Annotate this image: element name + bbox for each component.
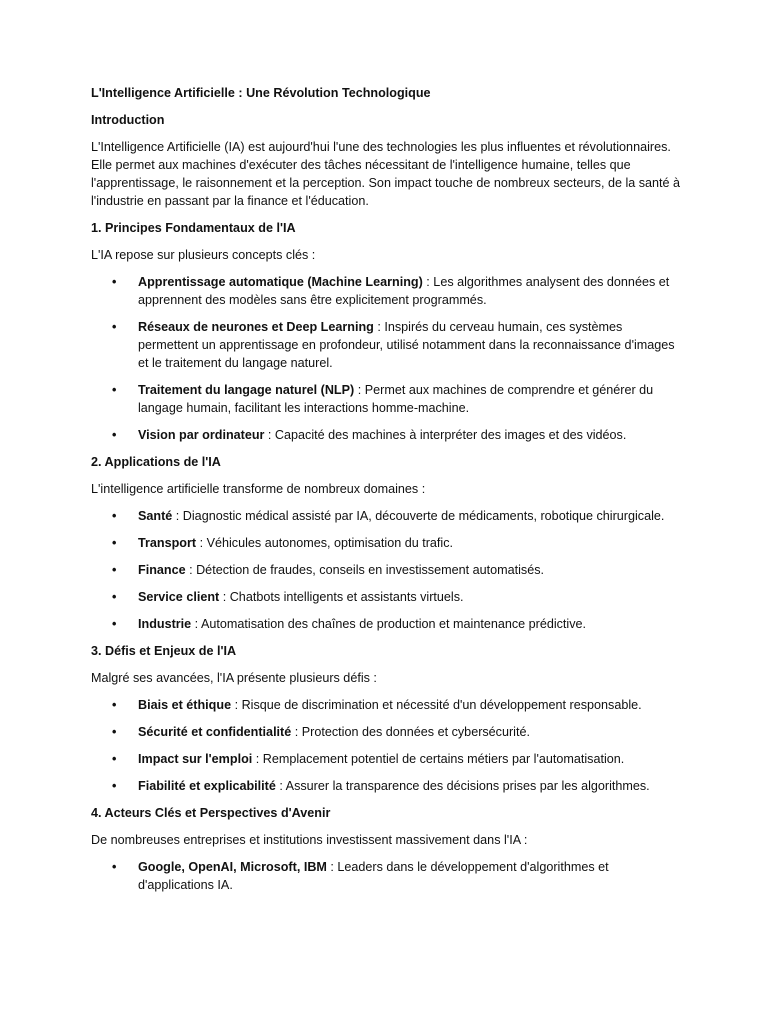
item-term: Transport [138,536,197,550]
bullet-list [91,696,681,795]
list-item [91,588,681,606]
item-description: : Risque de discrimination et nécessité d'un développement responsable. [231,698,642,712]
bullet-icon: • [112,590,117,604]
document-title: L'Intelligence Artificielle : Une Révolution Technologique [91,86,431,100]
item-description: : Automatisation des chaînes de production et maintenance prédictive. [191,617,587,631]
bullet-icon: • [112,698,117,712]
bullet-icon: • [112,509,117,523]
bullet-icon: • [112,536,117,550]
section-heading: 1. Principes Fondamentaux de l'IA [91,221,296,235]
item-term: Apprentissage automatique (Machine Learning) [138,275,423,289]
item-term: Industrie [138,617,192,631]
item-term: Réseaux de neurones et Deep Learning [138,320,374,334]
item-description: : Inspirés du cerveau humain, ces systèmes permettent un apprentissage en profondeur, utilisé notamment dans la reconnaissance d'images et le traitement du langage naturel. [138,320,675,370]
list-item [91,273,681,309]
item-description: : Remplacement potentiel de certains métiers par l'automatisation. [252,752,625,766]
list-item [91,723,681,741]
item-description: : Capacité des machines à interpréter des images et des vidéos. [264,428,627,442]
item-description: : Les algorithmes analysent des données et apprennent des modèles sans être explicitement programmés. [138,275,670,307]
bullet-icon: • [112,383,117,397]
list-item [91,750,681,768]
sections-container [91,219,681,894]
item-description: : Véhicules autonomes, optimisation du trafic. [196,536,453,550]
item-term: Santé [138,509,173,523]
item-description: : Chatbots intelligents et assistants virtuels. [219,590,464,604]
list-item [91,696,681,714]
list-item [91,507,681,525]
list-item [91,381,681,417]
section-intro: L'intelligence artificielle transforme de nombreux domaines : [91,482,426,496]
item-term: Sécurité et confidentialité [138,725,292,739]
list-item [91,858,681,894]
section-heading: 2. Applications de l'IA [91,455,221,469]
bullet-list [91,858,681,894]
item-term: Impact sur l'emploi [138,752,253,766]
bullet-icon: • [112,752,117,766]
list-item [91,777,681,795]
item-description: : Leaders dans le développement d'algorithmes et d'applications IA. [138,860,609,892]
list-item [91,426,681,444]
list-item [91,318,681,372]
bullet-list [91,507,681,633]
item-description: : Diagnostic médical assisté par IA, découverte de médicaments, robotique chirurgicale. [172,509,665,523]
bullet-list [91,273,681,444]
list-item [91,615,681,633]
document-page [91,84,681,903]
bullet-icon: • [112,428,117,442]
list-item [91,561,681,579]
item-term: Vision par ordinateur [138,428,265,442]
section-heading: 3. Défis et Enjeux de l'IA [91,644,237,658]
list-item [91,534,681,552]
item-description: : Détection de fraudes, conseils en investissement automatisés. [185,563,544,577]
section-intro: De nombreuses entreprises et institutions investissent massivement dans l'IA : [91,833,528,847]
item-term: Traitement du langage naturel (NLP) [138,383,355,397]
item-description: : Assurer la transparence des décisions prises par les algorithmes. [275,779,650,793]
bullet-icon: • [112,779,117,793]
bullet-icon: • [112,563,117,577]
section-heading: 4. Acteurs Clés et Perspectives d'Avenir [91,806,331,820]
bullet-icon: • [112,725,117,739]
item-term: Google, OpenAI, Microsoft, IBM [138,860,327,874]
section-intro: L'IA repose sur plusieurs concepts clés : [91,248,316,262]
bullet-icon: • [112,617,117,631]
item-term: Biais et éthique [138,698,232,712]
item-term: Service client [138,590,220,604]
item-term: Finance [138,563,186,577]
bullet-icon: • [112,860,117,874]
intro-paragraph: L'Intelligence Artificielle (IA) est aujourd'hui l'une des technologies les plus influentes et révolutionnaires. Elle permet aux machines d'exécuter des tâches nécessitant de l'intelligence humaine, telles que l'apprentissage, le raisonnement et la perception. Son impact touche de nombreux secteurs, de la santé à l'industrie en passant par la finance et l'éducation. [91,140,681,208]
item-description: : Protection des données et cybersécurité. [291,725,530,739]
intro-heading: Introduction [91,113,165,127]
section-intro: Malgré ses avancées, l'IA présente plusieurs défis : [91,671,377,685]
item-description: : Permet aux machines de comprendre et générer du langage humain, facilitant les interactions homme-machine. [138,383,654,415]
bullet-icon: • [112,320,117,334]
item-term: Fiabilité et explicabilité [138,779,276,793]
bullet-icon: • [112,275,117,289]
